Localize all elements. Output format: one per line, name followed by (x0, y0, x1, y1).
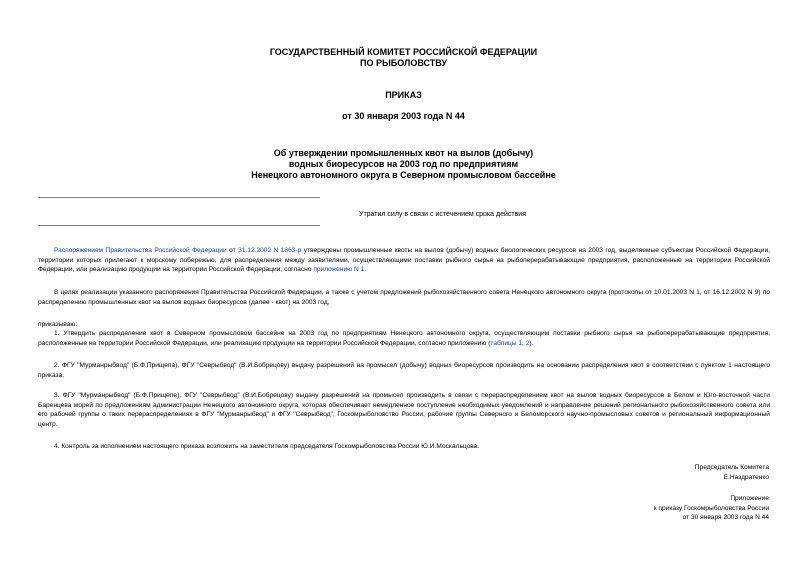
signature-role: Председатель Комитета (694, 464, 769, 471)
appendix-line-3: от 30 января 2003 года N 44 (682, 514, 769, 522)
paragraph-item-1 (38, 329, 770, 348)
title-line-1: Об утверждении промышленных квот на вылов (добычу) (273, 148, 534, 158)
paragraph-item-3: 3. ФГУ "Мурманрыбвод" (Б.Ф.Прищепе), ФГУ "Севрыбвод" (В.И.Бобрецову) выдачу разрешений на промысел производить в связи с перераспределением квот на вылов водных биоресурсов в Белом и Юго-восточной части Баренцева морей по предложениям администрации Ненецкого автономного округа, которая обеспечивает немедленное поступление необходимых уведомлений и направление решений регионального рыбохозяйственного совета или его рабочей группы о таких перераспределениях в ФГУ "Мурманрыбвод" и ФГУ "Севрыбвод", Госкомрыболовство России, рабочие группы Северного и Беломорского научно-промысловых советов и региональный информационный центр. (38, 392, 770, 428)
preamble-text-2: утверждены промышленные квоты на вылов (добычу) водных биологических ресурсов на 2003 год, выделяемые субъектам Российской Федерации, территории которых прилегают к морскому побережью, для распределения между заявителями, осуществляющими поставки рыбного сырья на рыбоперерабатывающие предприятия, расположенные на территории Российской Федерации, или реализацию продукции на территории Российской Федерации, согласно (38, 247, 770, 274)
document-title (0, 148, 807, 181)
org-line-1: ГОСУДАРСТВЕННЫЙ КОМИТЕТ РОССИЙСКОЙ ФЕДЕРАЦИИ (269, 47, 538, 57)
divider-bottom (38, 225, 320, 226)
item-1-text-2: , (522, 339, 526, 347)
link-appendix-1[interactable]: приложению N 1 (313, 266, 365, 274)
link-table-2[interactable]: 2 (525, 339, 530, 347)
preamble-text-1: от (226, 247, 239, 254)
appendix-header (654, 494, 769, 523)
paragraph-order-word: приказываю: (38, 321, 78, 328)
item-1-text-3: ). (529, 339, 534, 347)
signature-name: Е.Наздратенко (723, 473, 769, 481)
appendix-line-1: Приложение (730, 495, 769, 502)
appendix-line-2: к приказу Госкомрыболовства России (653, 504, 769, 512)
status-note (0, 210, 807, 219)
document-date: от 30 января 2003 года N 44 (342, 111, 465, 121)
item-1-text-1: 1. Утвердить распределение квот в Северном промысловом бассейне на 2003 год по предприятиям Ненецкого автономного округа, осуществляющим поставки рыбного сырья на рыбоперерабатывающие предприятия, расположенные на территории Российской Федерации, или реализацию продукции на территории Российской Федерации, согласно приложению ( (38, 330, 770, 347)
signature-block (695, 463, 769, 482)
issuing-organization (0, 47, 807, 69)
link-table-1[interactable]: таблицы 1 (490, 339, 523, 347)
link-order-number[interactable]: 31.12.2002 N 1863-р (238, 247, 302, 254)
preamble-text-3: . (364, 266, 367, 274)
document-type: ПРИКАЗ (385, 90, 422, 100)
divider-top (38, 197, 320, 198)
org-line-2: ПО РЫБОЛОВСТВУ (359, 58, 448, 68)
title-line-2: водных биоресурсов на 2003 год по предприятиям (288, 159, 519, 169)
paragraph-item-4: 4. Контроль за исполнением настоящего приказа возложить на заместителя председателя Госкомрыболовства России Ю.И.Москальцова. (54, 443, 480, 450)
paragraph-item-2: 2. ФГУ "Мурманрыбвод" (Б.Ф.Прищепа), ФГУ "Севрыбвод" (В.И.Бобрецову) выдачу разрешений на промысел (добычу) водных биоресурсов производить на основании распределения квот в соответствии с пунктом 1 настоящего приказа. (38, 362, 770, 379)
paragraph-preamble (38, 246, 770, 275)
title-line-3: Ненецкого автономного округа в Северном промысловом бассейне (251, 170, 556, 180)
status-text: Утратил силу в связи с истечением срока действия (359, 211, 526, 218)
link-government-order[interactable]: Распоряжением Правительства Российской Федерации (54, 247, 227, 254)
paragraph-purpose: В целях реализации указанного распоряжения Правительства Российской Федерации, а также с учетом предложений рыбохозяйственного совета Ненецкого автономного округа (протоколы от 10.01.2003 N 1, от 16.12.2002 N 9) по распределению промышленных квот на вылов водных биоресурсов (далее - квот) на 2003 год, (38, 289, 770, 306)
